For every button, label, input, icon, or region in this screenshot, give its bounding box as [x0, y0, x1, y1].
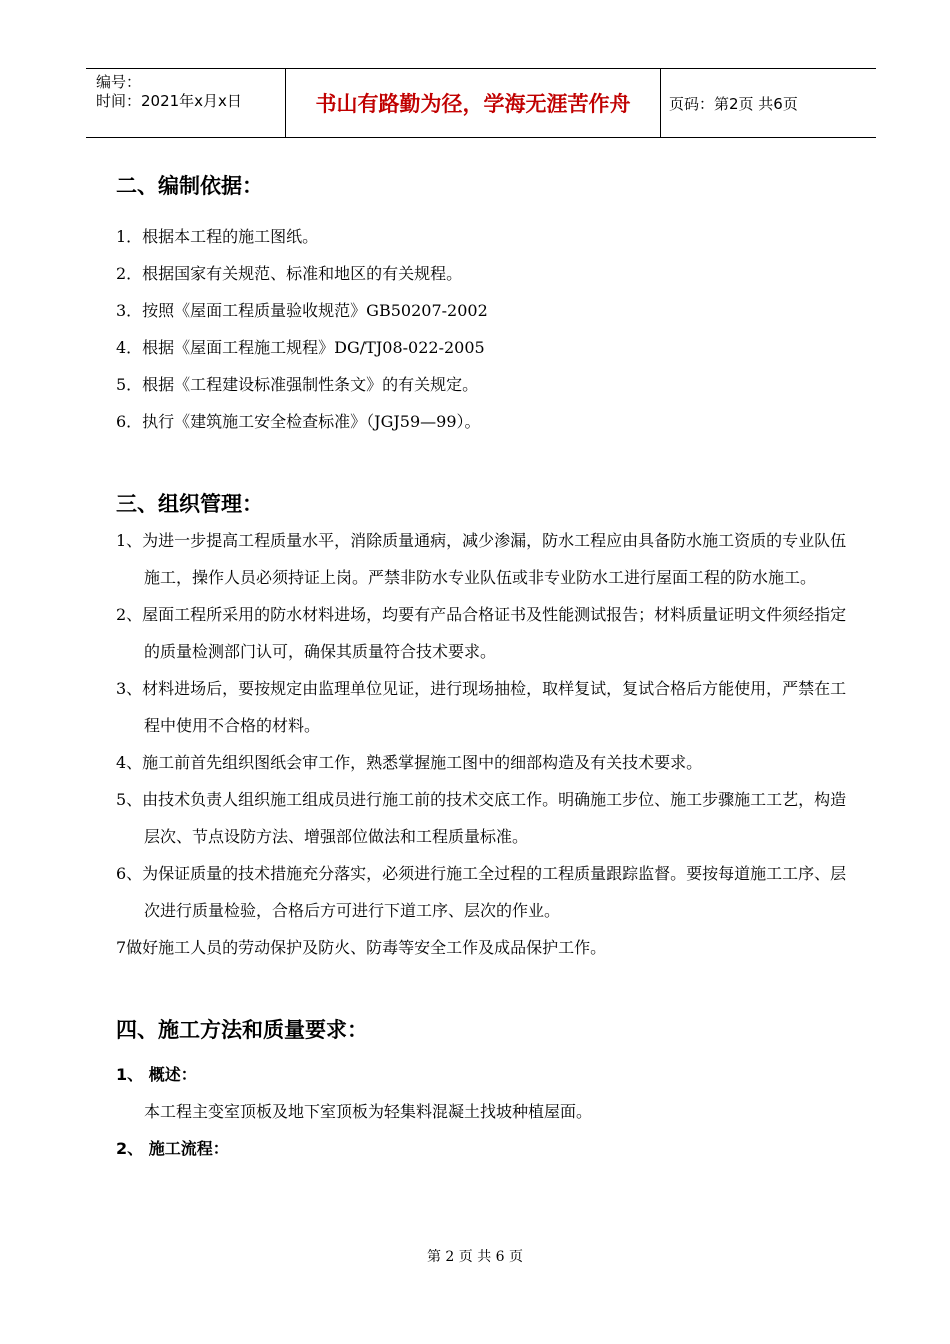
basis-item-3: 3．按照《屋面工程质量验收规范》GB50207-2002 — [116, 301, 488, 320]
org-item-1: 1、为进一步提高工程质量水平，消除质量通病，减少渗漏，防水工程应由具备防水施工资质的专业队伍施工，操作人员必须持证上岗。严禁非防水专业队伍或非专业防水工进行屋面工程的防水施工。 — [116, 531, 847, 587]
org-item-2: 2、屋面工程所采用的防水材料进场，均要有产品合格证书及性能测试报告；材料质量证明文件须经指定的质量检测部门认可，确保其质量符合技术要求。 — [116, 605, 847, 661]
header-motto: 书山有路勤为径，学海无涯苦作舟 — [286, 69, 661, 137]
basis-item-6: 6．执行《建筑施工安全检查标准》（JGJ59—99）。 — [116, 412, 481, 431]
header-page-info: 页码：第2页 共6页 — [669, 94, 798, 113]
basis-item-5: 5．根据《工程建设标准强制性条文》的有关规定。 — [116, 375, 479, 394]
section-method-title: 四、施工方法和质量要求： — [116, 1018, 368, 1042]
page-header — [86, 68, 876, 138]
org-item-7: 7做好施工人员的劳动保护及防火、防毒等安全工作及成品保护工作。 — [116, 938, 607, 957]
org-item-6: 6、为保证质量的技术措施充分落实，必须进行施工全过程的工程质量跟踪监督。要按每道施工工序、层次进行质量检验，合格后方可进行下道工序、层次的作业。 — [116, 864, 847, 920]
org-item-4: 4、施工前首先组织图纸会审工作，熟悉掌握施工图中的细部构造及有关技术要求。 — [116, 753, 703, 772]
method-sub-overview: 1、 概述： — [116, 1065, 197, 1084]
time-label: 时间：2021年x月x日 — [96, 92, 242, 110]
org-item-3: 3、材料进场后，要按规定由监理单位见证，进行现场抽检，取样复试，复试合格后方能使用，严禁在工程中使用不合格的材料。 — [116, 679, 847, 735]
method-overview-text: 本工程主变室顶板及地下室顶板为轻集料混凝土找坡种植屋面。 — [144, 1102, 593, 1121]
basis-item-2: 2．根据国家有关规范、标准和地区的有关规程。 — [116, 264, 463, 283]
number-label: 编号： — [96, 73, 142, 91]
section-basis-title: 二、编制依据： — [116, 174, 263, 198]
page-footer: 第 2 页 共 6 页 — [426, 1249, 524, 1265]
method-sub-process: 2、 施工流程： — [116, 1139, 229, 1158]
section-org-title: 三、组织管理： — [116, 492, 263, 516]
document-body — [116, 168, 856, 1167]
org-item-5: 5、由技术负责人组织施工组成员进行施工前的技术交底工作。明确施工步位、施工步骤施工工艺，构造层次、节点设防方法、增强部位做法和工程质量标准。 — [116, 790, 847, 846]
basis-item-4: 4．根据《屋面工程施工规程》DG/TJ08-022-2005 — [116, 338, 485, 357]
header-meta — [86, 69, 286, 137]
basis-item-1: 1．根据本工程的施工图纸。 — [116, 227, 319, 246]
